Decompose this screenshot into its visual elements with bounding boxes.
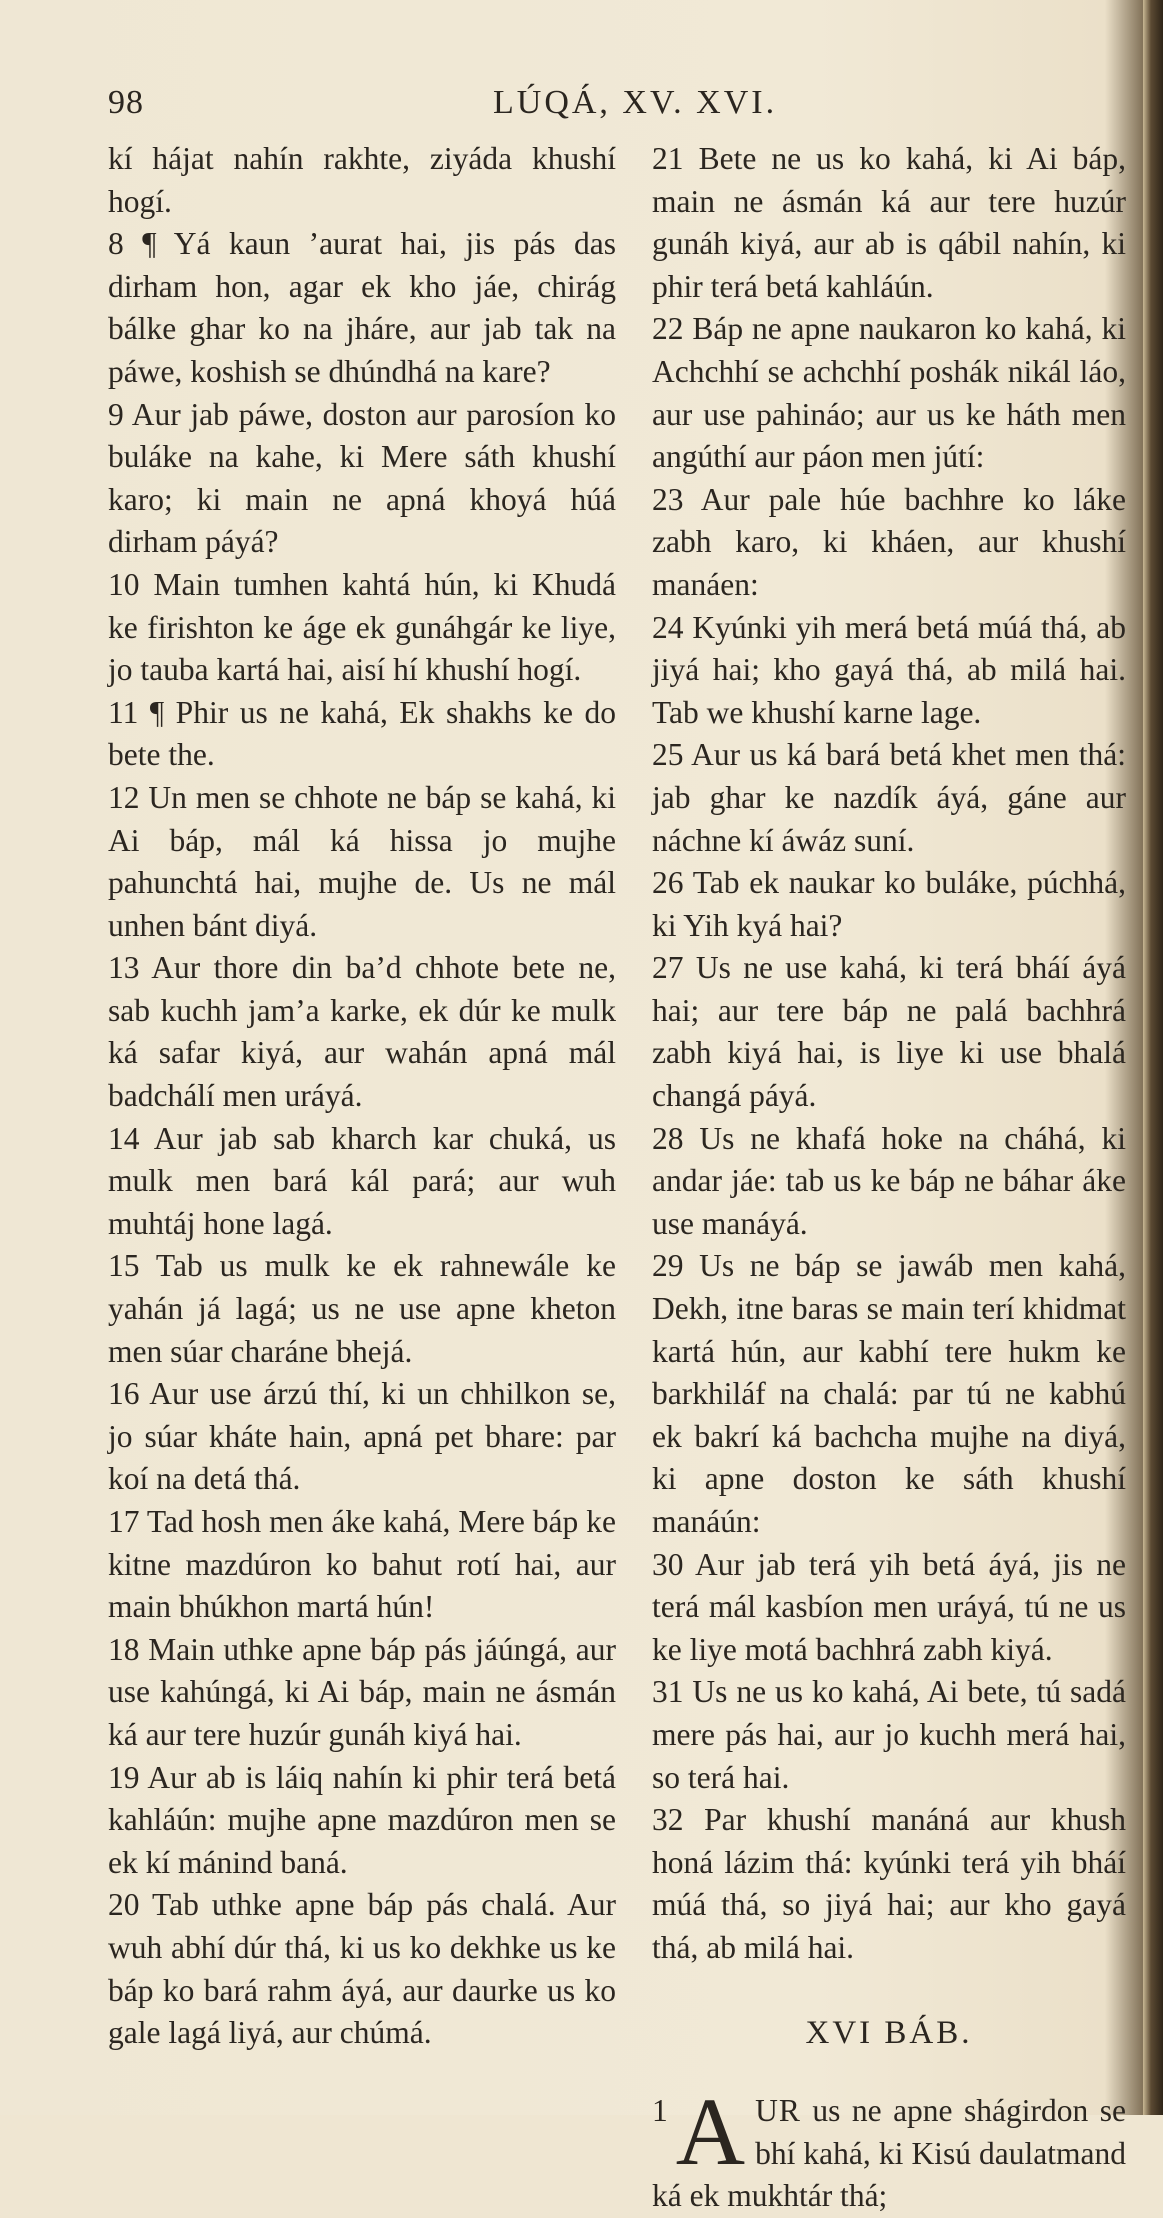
verse: 17 Tad hosh men áke kahá, Mere báp ke kitne mazdúron ko bahut rotí hai, aur main bhúkhon martá hún! — [108, 1504, 616, 1625]
verse: 19 Aur ab is láiq nahín ki phir terá betá kahláún: mujhe apne mazdúron men se ek kí mánind baná. — [108, 1759, 616, 1880]
verse: kí hájat nahín rakhte, ziyáda khushí hogí. — [108, 141, 616, 219]
verse: 22 Báp ne apne naukaron ko kahá, ki Achchhí se achchhí poshák nikál láo, aur use pahináo; aur us ke háth men angúthí aur páon men jútí: — [652, 311, 1126, 475]
verse: 21 Bete ne us ko kahá, ki Ai báp, main ne ásmán ká aur tere huzúr gunáh kiyá, aur ab is qábil nahín, ki phir terá betá kahláún. — [652, 141, 1126, 304]
verse: 28 Us ne khafá hoke na cháhá, ki andar jáe: tab us ke báp ne báhar áke use manáyá. — [652, 1120, 1126, 1241]
verse: 10 Main tumhen kahtá hún, ki Khudá ke firishton ke áge ek gunáhgár ke liye, jo tauba kartá hai, aisí hí khushí hogí. — [108, 566, 616, 688]
chapter-first-verse — [652, 2078, 1126, 2218]
verse-number: 1 — [652, 2093, 668, 2129]
page-number: 98 — [108, 84, 144, 121]
chapter-heading: XVI BÁB. — [805, 2014, 973, 2051]
first-word-rest: UR — [755, 2093, 801, 2129]
verse: 31 Us ne us ko kahá, Ai bete, tú sadá mere pás hai, aur jo kuchh merá hai, so terá hai. — [652, 1674, 1126, 1795]
verse: 14 Aur jab sab kharch kar chuká, us mulk men bará kál pará; aur wuh muhtáj hone lagá. — [108, 1120, 616, 1241]
right-column — [652, 138, 1126, 2218]
verse: 27 Us ne use kahá, ki terá bháí áyá hai; aur tere báp ne palá bachhrá zabh kiyá hai, is liye ki use bhalá changá páyá. — [652, 950, 1126, 1114]
verse: 11 ¶ Phir us ne kahá, Ek shakhs ke do bete the. — [108, 694, 616, 773]
verse: 30 Aur jab terá yih betá áyá, jis ne terá mál kasbíon men uráyá, tú ne us ke liye motá bachhrá zabh kiyá. — [652, 1546, 1126, 1667]
verse: 15 Tab us mulk ke ek rahnewále ke yahán já lagá; us ne use apne kheton men súar charáne bhejá. — [108, 1248, 616, 1369]
verse: 12 Un men se chhote ne báp se kahá, ki Ai báp, mál ká hissa jo mujhe pahunchtá hai, mujhe de. Us ne mál unhen bánt diyá. — [108, 779, 616, 943]
verse: 16 Aur use árzú thí, ki un chhilkon se, jo súar kháte hain, apná pet bhare: par koí na detá thá. — [108, 1376, 616, 1497]
verse: 29 Us ne báp se jawáb men kahá, Dekh, itne baras se main terí khidmat kartá hún, aur kabhí tere hukm ke barkhiláf na chalá: par tú ne kabhú ek bakrí ká bachcha mujhe na diyá, ki apne doston ke sáth khushí manáún: — [652, 1248, 1126, 1539]
verse: 26 Tab ek naukar ko buláke, púchhá, ki Yih kyá hai? — [652, 865, 1126, 943]
verse: 23 Aur pale húe bachhre ko láke zabh karo, ki kháen, aur khushí manáen: — [652, 481, 1126, 602]
verse: 20 Tab uthke apne báp pás chalá. Aur wuh abhí dúr thá, ki us ko dekhke us ke báp ko bará rahm áyá, aur daurke us ko gale lagá liyá, aur chúmá. — [108, 1887, 616, 2051]
verse: 18 Main uthke apne báp pás jáúngá, aur use kahúngá, ki Ai báp, main ne ásmán ká aur tere huzúr gunáh kiyá hai. — [108, 1631, 616, 1752]
verse-text: us ne apne shágirdon se bhí kahá, ki Kisú daulatmand ká ek mukhtár thá; — [652, 2093, 1126, 2214]
verse: 25 Aur us ká bará betá khet men thá: jab ghar ke nazdík áyá, gáne aur náchne kí áwáz suní. — [652, 737, 1126, 858]
page-header — [108, 84, 1116, 134]
verse: 13 Aur thore din ba’d chhote bete ne, sab kuchh jam’a karke, ek dúr ke mulk ká safar kiyá, aur wahán apná mál badchálí men uráyá. — [108, 950, 616, 1114]
verse: 9 Aur jab páwe, doston aur parosíon ko buláke na kahe, ki Mere sáth khushí karo; ki main ne apná khoyá húá dirham páyá? — [108, 396, 616, 560]
verse: 32 Par khushí manáná aur khush honá lázim thá: kyúnki terá yih bháí múá thá, so jiyá hai; aur kho gayá thá, ab milá hai. — [652, 1802, 1126, 1965]
running-head: LÚQÁ, XV. XVI. — [493, 84, 778, 121]
drop-cap: A — [675, 2078, 746, 2186]
verse: 24 Kyúnki yih merá betá múá thá, ab jiyá hai; kho gayá thá, ab milá hai. Tab we khushí karne lage. — [652, 609, 1126, 730]
verse: 8 ¶ Yá kaun ’aurat hai, jis pás das dirham hon, agar ek kho jáe, chirág bálke ghar ko na jháre, aur jab tak na páwe, koshish se dhúndhá na kare? — [108, 226, 616, 389]
book-spine-edge — [1143, 0, 1163, 2115]
left-column — [108, 138, 616, 2055]
